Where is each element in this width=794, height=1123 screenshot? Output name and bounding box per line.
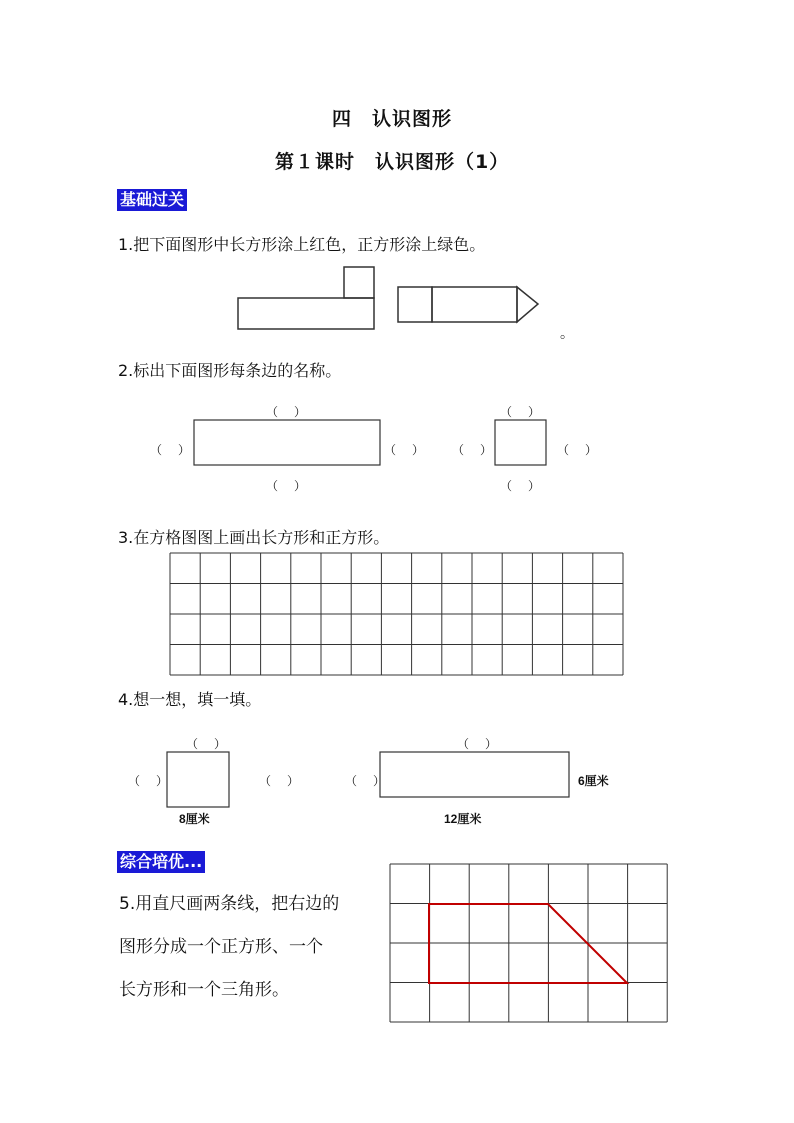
q2-rect-top-blank[interactable]: （ ） [266,405,309,419]
q4-square-top-blank[interactable]: （ ） [186,737,229,751]
q2-square-left-blank[interactable]: （ ） [452,443,495,457]
q2-rect-left-blank[interactable]: （ ） [150,443,193,457]
q2-rect-right-blank[interactable]: （ ） [384,443,427,457]
q4-square-side-label: 8厘米 [179,812,210,826]
question-4: 4.想一想，填一填。 [118,690,262,709]
q4-square-left-blank[interactable]: （ ） [128,774,171,788]
question-5-line-3: 长方形和一个三角形。 [119,980,289,1000]
section-badge-advanced: 综合培优... [117,851,205,873]
q4-rect-top-blank[interactable]: （ ） [457,737,500,751]
q4-rect-length-label: 12厘米 [444,812,482,826]
question-2: 2.标出下面图形每条边的名称。 [118,361,342,380]
question-5-line-2: 图形分成一个正方形、一个 [119,937,323,957]
question-5-line-1: 5.用直尺画两条线，把右边的 [119,894,340,914]
q4-rect-left-blank[interactable]: （ ） [345,774,388,788]
section-badge-basic: 基础过关 [117,189,187,211]
question-1: 1.把下面图形中长方形涂上红色，正方形涂上绿色。 [118,235,486,254]
unit-title: 四 认识图形 [332,108,453,130]
q1-end-mark: 。 [560,326,574,342]
q4-middle-blank[interactable]: （ ） [259,774,302,788]
lesson-title: 第１课时 认识图形（1） [275,151,510,173]
q2-square-right-blank[interactable]: （ ） [557,443,600,457]
q2-rect-bottom-blank[interactable]: （ ） [266,479,309,493]
question-3: 3.在方格图图上画出长方形和正方形。 [118,528,390,547]
q2-square-bottom-blank[interactable]: （ ） [500,479,543,493]
q2-square-top-blank[interactable]: （ ） [500,405,543,419]
q4-rect-width-label: 6厘米 [578,774,609,788]
